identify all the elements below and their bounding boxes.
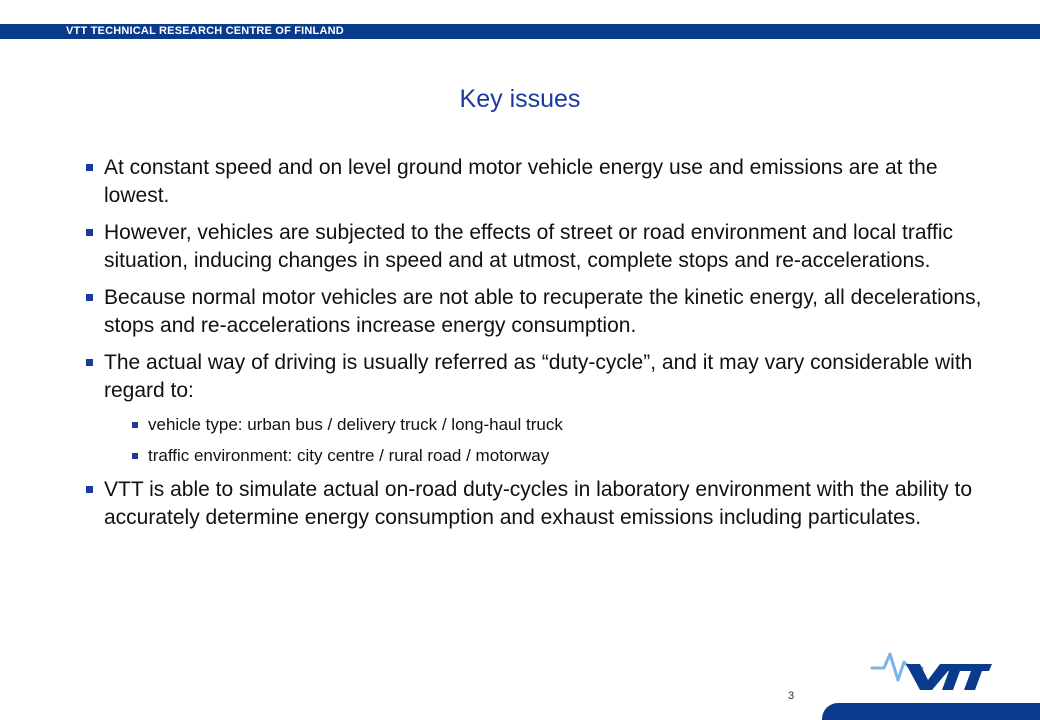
- square-bullet-icon: [132, 453, 138, 459]
- vtt-logo-icon: [870, 646, 992, 692]
- bullet-item: [86, 349, 986, 405]
- bullet-item: [86, 154, 986, 210]
- corner-tab: [822, 703, 1040, 720]
- bullet-text: However, vehicles are subjected to the effects of street or road environment and local traffic situation, inducing changes in speed and at utmost, complete stops and re-accelerations.: [104, 221, 954, 272]
- bullet-item: [86, 284, 986, 340]
- sub-bullet-item: [132, 445, 986, 467]
- sub-bullet-text: traffic environment: city centre / rural road / motorway: [148, 446, 550, 465]
- sub-bullet-text: vehicle type: urban bus / delivery truck / long-haul truck: [148, 415, 563, 434]
- square-bullet-icon: [86, 359, 93, 366]
- page-number: 3: [788, 690, 795, 702]
- square-bullet-icon: [132, 422, 138, 428]
- square-bullet-icon: [86, 229, 93, 236]
- bullet-text: Because normal motor vehicles are not able to recuperate the kinetic energy, all decelerations, stops and re-accelerations increase energy consumption.: [104, 286, 982, 337]
- bullet-item: [86, 476, 986, 532]
- slide-title: Key issues: [459, 85, 581, 113]
- square-bullet-icon: [86, 294, 93, 301]
- organization-name: VTT TECHNICAL RESEARCH CENTRE OF FINLAND: [66, 25, 344, 37]
- bullet-list: [86, 154, 986, 541]
- bullet-item: [86, 219, 986, 275]
- bullet-text: The actual way of driving is usually referred as “duty-cycle”, and it may vary considerable with regard to:: [104, 351, 973, 402]
- sub-bullet-item: [132, 414, 986, 436]
- bullet-text: At constant speed and on level ground motor vehicle energy use and emissions are at the lowest.: [104, 156, 938, 207]
- square-bullet-icon: [86, 164, 93, 171]
- square-bullet-icon: [86, 486, 93, 493]
- bullet-text: VTT is able to simulate actual on-road duty-cycles in laboratory environment with the ability to accurately determine energy consumption and exhaust emissions including particulates.: [104, 478, 973, 529]
